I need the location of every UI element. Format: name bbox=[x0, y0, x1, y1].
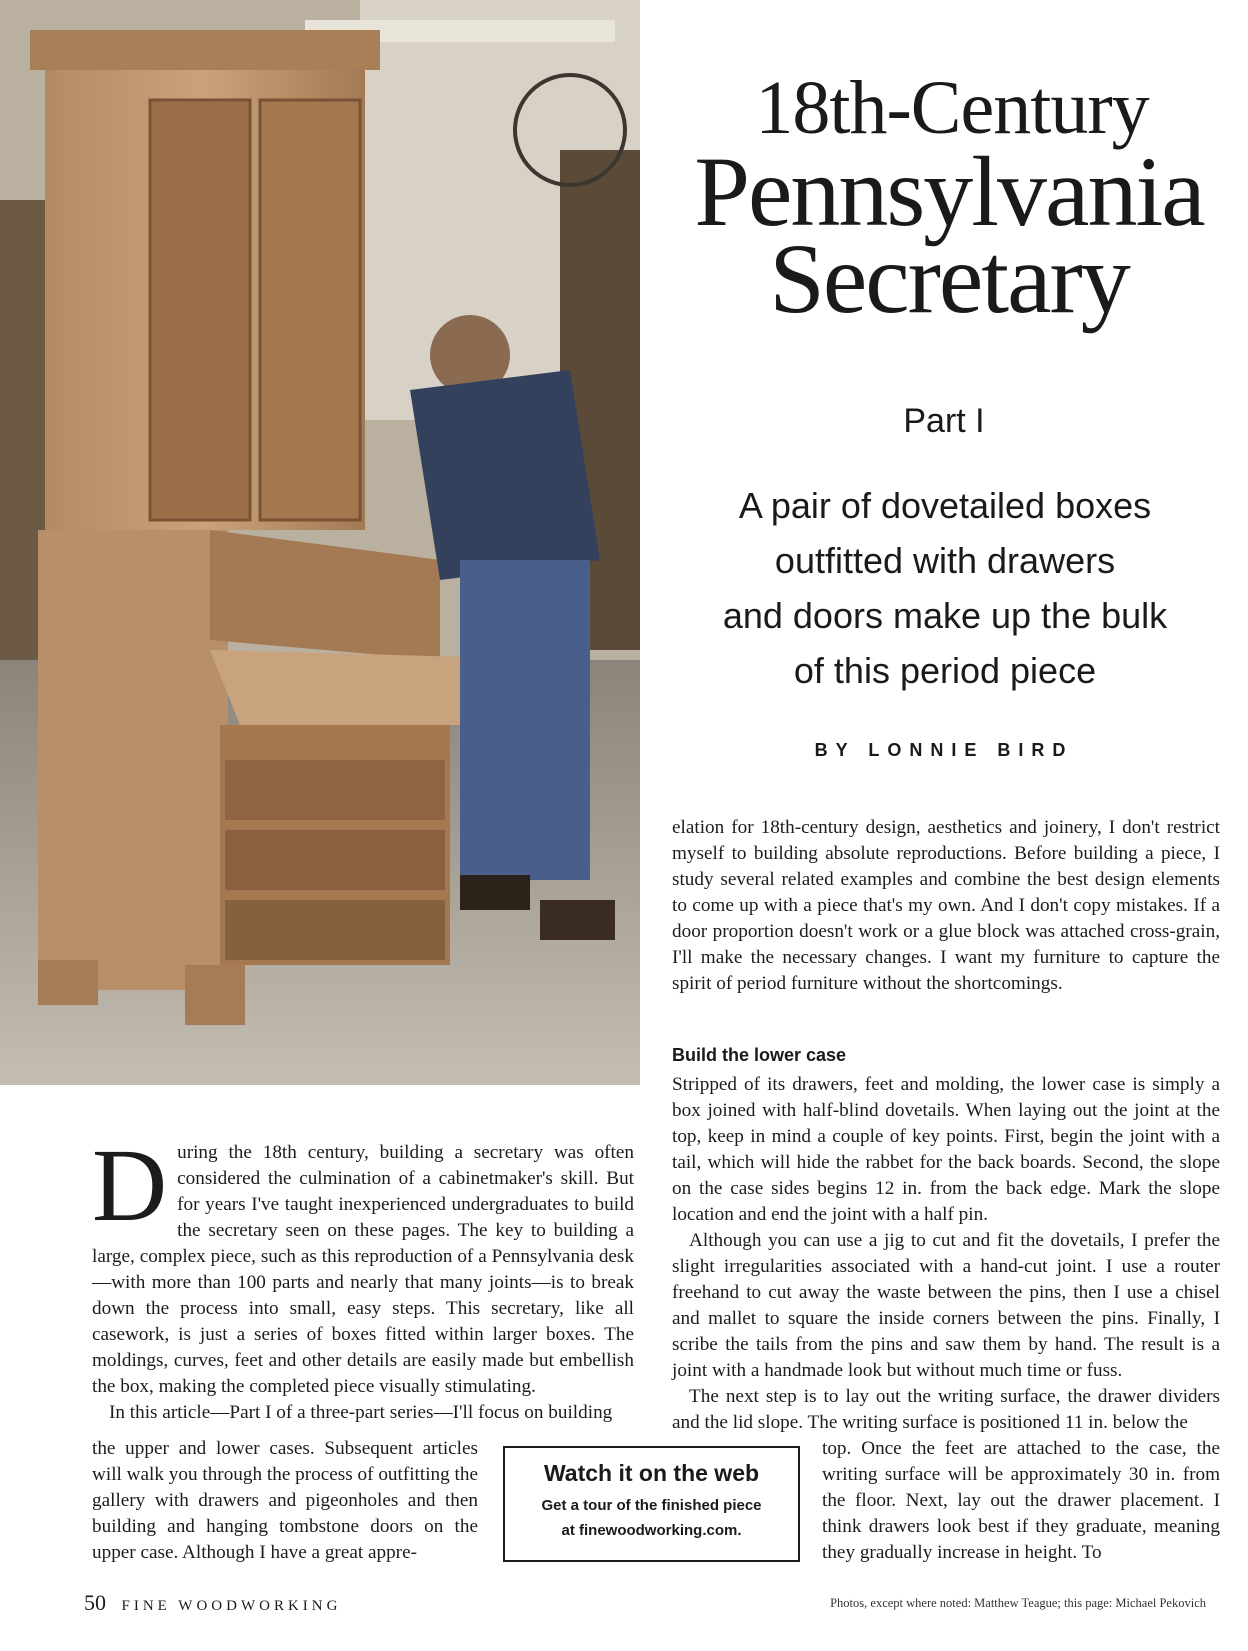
body-paragraph: Stripped of its drawers, feet and molding, the lower case is simply a box joined with half-blind dovetails. When laying out the joint at the top, keep in mind a couple of key points. First, begin the joint with a tail, which will hide the rabbet for the back boards. Second, the slope on the case sides begins 12 in. from the back edge. Mark the slope location and end the joint with a half pin. bbox=[672, 1074, 1220, 1225]
intro-text: uring the 18th century, building a secretary was often considered the culmination of a cabinetmaker's skill. But for years I've taught inexperienced undergraduates to build the secretary seen on these pages. The key to building a large, complex piece, such as this reproduction of a Pennsylvania desk—with more than 100 parts and nearly that many joints—is to break down the process into small, easy steps. This secretary, like all casework, is just a series of boxes fitted within larger boxes. The moldings, curves, feet and other details are easily made but embellish the box, making the completed piece visually stimulating. bbox=[92, 1142, 634, 1397]
callout-title: Watch it on the web bbox=[543, 1460, 760, 1486]
callout-line-1: Get a tour of the finished piece bbox=[541, 1497, 762, 1514]
secretary-photo-illustration bbox=[0, 0, 640, 1085]
callout-body bbox=[505, 1493, 798, 1543]
body-paragraph: top. Once the feet are attached to the case, the writing surface will be approximately 30 in. from the floor. Next, lay out the drawer placement. I think drawers look best if they graduate, meaning they gradually increase in height. To bbox=[822, 1438, 1220, 1563]
article-title bbox=[650, 66, 1248, 334]
callout-link[interactable]: at finewoodworking.com. bbox=[561, 1522, 742, 1539]
byline: BY LONNIE BIRD bbox=[814, 740, 1074, 760]
photo-credit: Photos, except where noted: Matthew Teague; this page: Michael Pekovich bbox=[830, 1596, 1206, 1610]
deck-subtitle bbox=[660, 478, 1230, 698]
left-column-wrap bbox=[92, 1436, 478, 1566]
right-column-wrap bbox=[822, 1436, 1220, 1566]
magazine-name: FINE WOODWORKING bbox=[121, 1598, 342, 1614]
web-callout-box[interactable] bbox=[503, 1446, 800, 1562]
deck-line-2: outfitted with drawers bbox=[774, 540, 1116, 581]
body-paragraph: the upper and lower cases. Subsequent articles will walk you through the process of outfitting the gallery with drawers and pigeonholes and then building and hanging tombstone doors on the upper case. Although I have a great appre- bbox=[92, 1438, 478, 1563]
body-paragraph: elation for 18th-century design, aesthetics and joinery, I don't restrict myself to building absolute reproductions. Before building a piece, I study several related examples and combine the best design elements to come up with a piece that's my own. And I don't copy mistakes. If a door proportion doesn't work or a glue block was attached cross-grain, I'll make the necessary changes. I want my furniture to capture the spirit of period furniture without the shortcomings. bbox=[672, 817, 1220, 994]
body-paragraph: The next step is to lay out the writing surface, the drawer dividers and the lid slope. The writing surface is positioned 11 in. below the bbox=[672, 1386, 1220, 1433]
intro-paragraph bbox=[92, 1128, 634, 1400]
feature-photo bbox=[0, 0, 640, 1085]
drop-cap: D bbox=[92, 1128, 168, 1243]
body-paragraph: In this article—Part I of a three-part series—I'll focus on building bbox=[109, 1402, 613, 1423]
body-paragraph: Although you can use a jig to cut and fit the dovetails, I prefer the slight irregularities associated with a hand-cut joint. I use a router freehand to cut away the waste between the pins, then I use a chisel and mallet to square the inside corners between the pins. Finally, I scribe the tails from the pins and saw them by hand. The result is a joint with a handmade look but without much time or fuss. bbox=[672, 1230, 1220, 1381]
page-folio bbox=[84, 1590, 341, 1616]
section-heading: Build the lower case bbox=[672, 1045, 847, 1065]
part-label: Part I bbox=[903, 402, 985, 440]
right-column-continuation bbox=[672, 815, 1220, 997]
deck-line-4: of this period piece bbox=[793, 650, 1097, 691]
title-line-2: Pennsylvania bbox=[694, 136, 1204, 247]
right-column-section bbox=[672, 1072, 1220, 1436]
left-column-intro bbox=[92, 1128, 634, 1426]
deck-line-1: A pair of dovetailed boxes bbox=[738, 485, 1152, 526]
title-line-1: 18th-Century bbox=[755, 66, 1149, 150]
page-number: 50 bbox=[84, 1590, 106, 1615]
title-line-3: Secretary bbox=[769, 223, 1129, 334]
deck-line-3: and doors make up the bulk bbox=[722, 595, 1168, 636]
